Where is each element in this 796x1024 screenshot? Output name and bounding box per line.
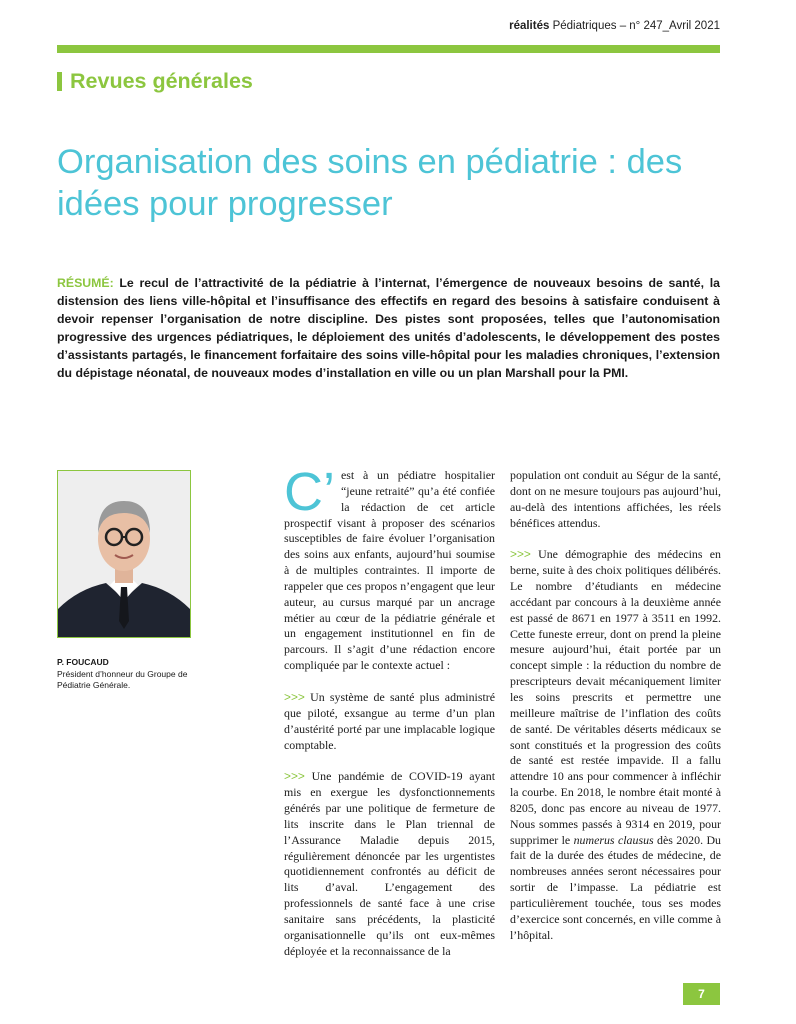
abstract [57, 274, 720, 383]
author-photo [57, 470, 191, 638]
bullet-text-3a: Une démographie des médecins en berne, suite à des choix politiques délibérés. Le nombre d’étudiants en médecine accédant par concours à la deuxième année est passé de 8671 en 1977 à 3511 en 1992. Cette funeste erreur, dont on prend la pleine mesure aujourd’hui, était portée par un concept simple : la réduction du nombre de prescripteurs devait mécaniquement limiter les soins prescrits et permettre une meilleure maîtrise de l’inflation des coûts de santé. De véritables déserts médicaux se sont constitués et la progression des coûts de santé est restée impavide. Il a fallu attendre 10 ans pour commencer à infléchir la courbe. En 2018, le nombre était monté à 8205, donc pas encore au niveau de 1977. Nous sommes passés à 9314 en 2019, pour supprimer le [510, 547, 721, 847]
section-heading [57, 67, 253, 95]
arrow-icon: >>> [284, 769, 305, 784]
bullet-paragraph-2 [284, 769, 495, 959]
numerus-clausus-term: numerus clausus [573, 832, 654, 847]
portrait-illustration [58, 471, 190, 637]
author-role: Président d’honneur du Groupe de Pédiatrie Générale. [57, 669, 188, 690]
bullet-text-2: Une pandémie de COVID-19 ayant mis en exergue les dysfonctionnements générés par une politique de fermeture de lits inscrite dans le Plan triennal de l’Assurance Maladie depuis 2015, régulièrement dénoncée par les urgentistes quotidiennement confrontés au déficit de lits d’aval. L’engagement des professionnels de santé face à une crise sanitaire sans précédents, la plasticité organisationnelle qu’ils ont eux-mêmes déployée et la reconnaissance de la [284, 769, 495, 958]
section-marker [57, 72, 62, 91]
author-name: P. FOUCAUD [57, 657, 109, 667]
drop-cap: C’ [284, 462, 335, 522]
journal-brand: réalités [509, 20, 550, 32]
intro-text: est à un pédiatre hospitalier “jeune retraité” qu’a été confiée la rédaction de cet article prospectif visant à proposer des scénarios susceptibles de faire évoluer l’organisation des soins aux enfants, aujourd’hui soumise à de multiples contraintes. Il importe de rappeler que ces propos n’engagent que leur auteur, au cursus marqué par un ancrage métier au cœur de la pédiatrie générale et un engagement institutionnel en fin de parcours. Il s’agit d’une rédaction encore compliquée par le contexte actuel : [284, 468, 495, 673]
bullet-text-3b: dès 2020. Du fait de la durée des études de médecine, de nombreuses années seront nécessaires pour sortir de l’impasse. La pédiatrie est particulièrement touchée, tous ses modes d’exercice sont concernés, en ville comme à l’hôpital. [510, 832, 721, 942]
arrow-icon: >>> [510, 547, 531, 562]
intro-paragraph [284, 462, 495, 674]
header-rule [57, 45, 720, 53]
journal-header [509, 20, 720, 32]
arrow-icon: >>> [284, 689, 305, 704]
article-title: Organisation des soins en pédiatrie : des idées pour progresser [57, 143, 683, 223]
bullet-text-1: Un système de santé plus administré que piloté, exsangue au terme d’un plan d’austérité porté par une implacable logique comptable. [284, 689, 495, 752]
section-label: Revues générales [70, 68, 253, 93]
abstract-text: Le recul de l’attractivité de la pédiatrie à l’internat, l’émergence de nouveaux besoins de santé, la distension des liens ville-hôpital et l’insuffisance des effectifs en regard des besoins à satisfaire conduisent à devoir repenser l’organisation de notre discipline. Des pistes sont proposées, telles que l’autonomisation progressive des urgences pédiatriques, le déploiement des unités d’adolescents, le développement des postes d’assistants partagés, le financement forfaitaire des soins ville-hôpital pour les maladies chroniques, l’extension du dépistage néonatal, de nouveaux modes d’installation en ville ou un plan Marshall pour la PMI. [57, 276, 720, 381]
page-number: 7 [683, 983, 720, 1005]
bullet-paragraph-3 [510, 547, 721, 943]
journal-issue: Pédiatriques – n° 247_Avril 2021 [549, 20, 720, 32]
body-column-right [510, 468, 721, 959]
continued-paragraph: population ont conduit au Ségur de la santé, dont on ne mesure toujours pas aujourd’hui, au-delà des intentions affichées, les réels bénéfices attendus. [510, 468, 721, 530]
body-column-middle [284, 462, 495, 975]
abstract-label: RÉSUMÉ: [57, 276, 114, 290]
bullet-paragraph-1 [284, 690, 495, 753]
